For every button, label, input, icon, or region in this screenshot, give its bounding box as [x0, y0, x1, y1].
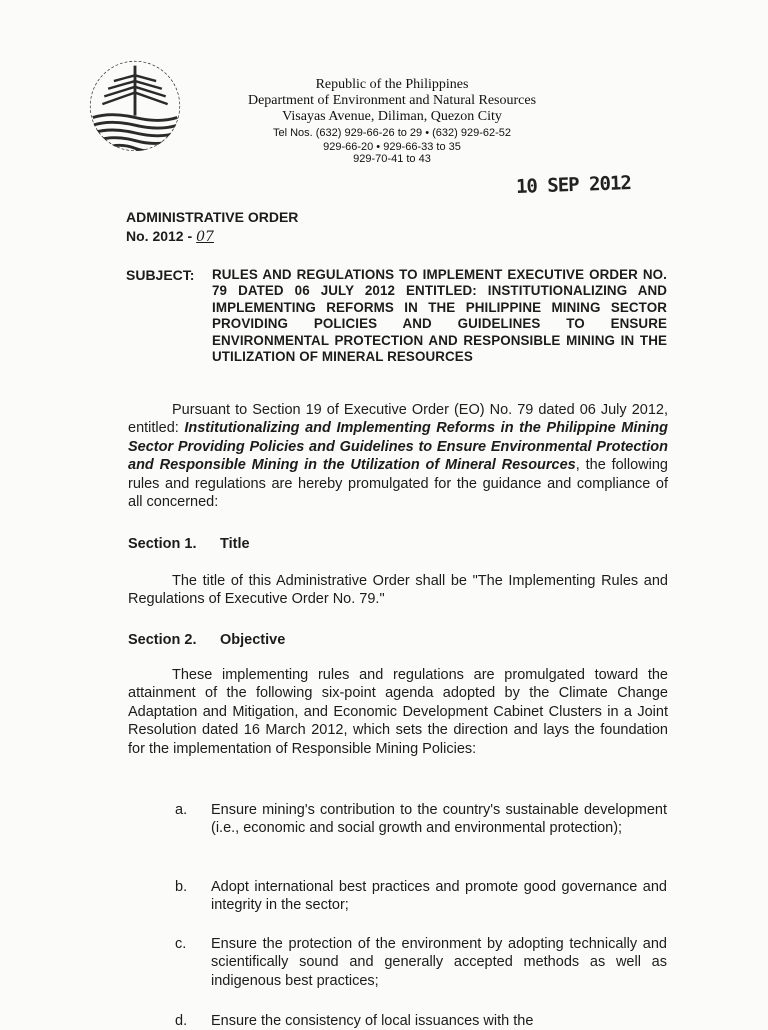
section-1-number: Section 1. — [128, 536, 197, 552]
subject-label: SUBJECT: — [126, 267, 195, 283]
subject-text: RULES AND REGULATIONS TO IMPLEMENT EXECUTIVE ORDER NO. 79 DATED 06 JULY 2012 ENTITLED: INSTITUTIONALIZING AND IMPLEMENTING REFORMS IN THE PHILIPPINE MINING SECTOR PROVIDING POLICIES AND GUIDELINES TO ENSURE ENVIRONMENTAL PROTECTION AND RESPONSIBLE MINING IN THE UTILIZATION OF MINERAL RESOURCES — [212, 267, 667, 365]
date-stamp: 10 SEP 2012 — [515, 172, 632, 198]
letterhead-department: Department of Environment and Natural Resources — [247, 93, 537, 108]
section-2-heading — [128, 632, 286, 648]
letterhead-tel-3: 929-70-41 to 43 — [353, 153, 431, 165]
list-text: Adopt international best practices and promote good governance and integrity in the sector; — [211, 879, 667, 914]
order-number — [126, 228, 214, 245]
letterhead-tel-2: 929-66-20 • 929-66-33 to 35 — [323, 141, 461, 153]
list-marker: d. — [175, 1013, 188, 1029]
section-2-number: Section 2. — [128, 632, 197, 648]
section-2-body: These implementing rules and regulations are promulgated toward the attainment of the following six-point agenda adopted by the Climate Change Adaptation and Mitigation, and Economic Development Cabinet Clusters in a Joint Resolution dated 16 March 2012, which sets the direction and lays the foundation for the implementation of Responsible Mining Policies: — [128, 667, 668, 757]
list-text: Ensure the consistency of local issuances with the — [211, 1013, 534, 1029]
section-1-body: The title of this Administrative Order shall be "The Implementing Rules and Regulations of Executive Order No. 79." — [128, 573, 668, 608]
intro-paragraph — [128, 401, 668, 511]
section-2-title: Objective — [220, 632, 286, 648]
order-number-value: 07 — [196, 229, 214, 245]
letterhead-address: Visayas Avenue, Diliman, Quezon City — [282, 109, 502, 124]
letterhead-tel-1: Tel Nos. (632) 929-66-26 to 29 • (632) 929-62-52 — [272, 127, 512, 139]
denr-seal-logo — [87, 58, 183, 154]
list-text: Ensure mining's contribution to the country's sustainable development (i.e., economic and social growth and environmental protection); — [211, 802, 667, 837]
list-marker: c. — [175, 936, 187, 952]
order-title: ADMINISTRATIVE ORDER — [126, 209, 299, 225]
list-marker: a. — [175, 802, 188, 818]
list-marker: b. — [175, 879, 188, 895]
letterhead-republic: Republic of the Philippines — [315, 77, 469, 92]
list-text: Ensure the protection of the environment by adopting technically and scientifically sound and generally accepted methods as well as indigenous best practices; — [211, 936, 667, 989]
section-1-heading — [128, 536, 250, 552]
section-1-title: Title — [220, 536, 250, 552]
intro-text-before: Pursuant to Section 19 of Executive Order (EO) No. 79 dated 06 July 2012, entitled: — [128, 402, 668, 437]
order-number-prefix: No. 2012 - — [126, 228, 193, 244]
intro-emphasis: Institutionalizing and Implementing Reforms in the Philippine Mining Sector Providing Policies and Guidelines to Ensure Environmental Protection and Responsible Mining in the Utilization of Mineral Resources — [128, 420, 668, 474]
intro-text-after: , the following rules and regulations are hereby promulgated for the guidance and compliance of all concerned: — [128, 457, 668, 511]
